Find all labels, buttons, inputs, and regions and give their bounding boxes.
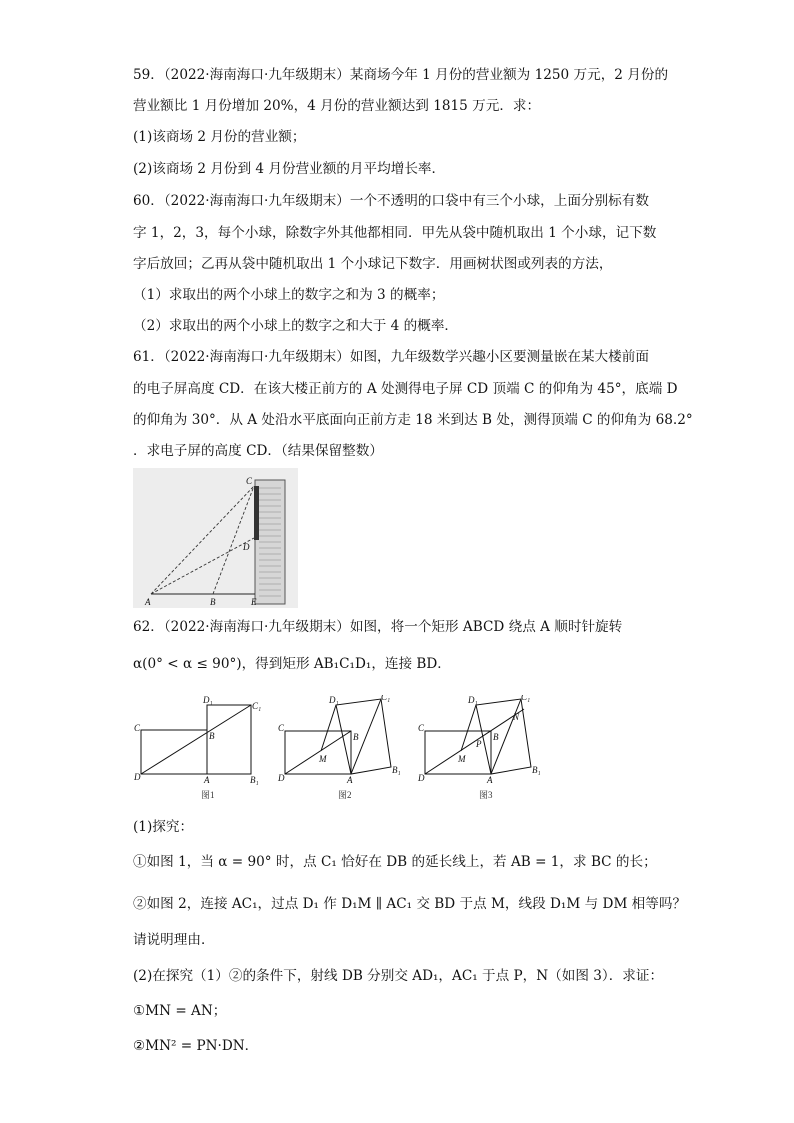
fig3-label-b: B xyxy=(493,732,499,742)
fig3-label-d: D xyxy=(418,773,425,783)
fig2-label-b1: B₁ xyxy=(392,765,401,775)
text-line: ②如图 2，连接 AC₁，过点 D₁ 作 D₁M ∥ AC₁ 交 BD 于点 M，线段 D₁M 与 DM 相等吗？ xyxy=(133,896,687,912)
fig2-label-c: C xyxy=(278,723,285,733)
text-line: 的电子屏高度 CD．在该大楼正前方的 A 处测得电子屏 CD 顶端 C 的仰角为 45°，底端 D xyxy=(133,381,678,397)
text-line: （1）求取出的两个小球上的数字之和为 3 的概率； xyxy=(133,287,445,303)
fig1-label-b1: B₁ xyxy=(250,775,259,785)
text-line: ．求电子屏的高度 CD．（结果保留整数） xyxy=(133,443,383,459)
text-line: 字后放回；乙再从袋中随机取出 1 个小球记下数字．用画树状图或列表的方法， xyxy=(133,256,613,272)
label-e: E xyxy=(251,597,257,607)
label-c: C xyxy=(246,476,253,486)
text-line: 59．（2022·海南海口·九年级期末）某商场今年 1 月份的营业额为 1250 万元，2 月份的 xyxy=(133,67,669,83)
fig2-label-b: B xyxy=(353,732,359,742)
fig2-label-c1: C₁ xyxy=(381,695,391,702)
text-line: ②MN² = PN·DN． xyxy=(133,1038,259,1054)
fig2-label-a: A xyxy=(347,775,353,785)
text-line: ①如图 1，当 α = 90° 时，点 C₁ 恰好在 DB 的延长线上，若 AB = 1，求 BC 的长； xyxy=(133,854,657,870)
label-b: B xyxy=(210,597,216,607)
text-line: (1)该商场 2 月份的营业额； xyxy=(133,129,306,145)
caption-figure-1: 图1 xyxy=(201,790,215,800)
text-line: 请说明理由． xyxy=(133,932,215,948)
text-line: （2）求取出的两个小球上的数字之和大于 4 的概率． xyxy=(133,318,459,334)
fig3-label-b1: B₁ xyxy=(532,765,541,775)
figure-2 xyxy=(285,699,391,774)
text-line: α(0° < α ≤ 90°)，得到矩形 AB₁C₁D₁，连接 BD． xyxy=(133,656,451,672)
text-line: 61．（2022·海南海口·九年级期末）如图，九年级数学兴趣小区要测量嵌在某大楼前面 xyxy=(133,349,649,365)
fig3-label-c1: C₁ xyxy=(521,695,531,702)
text-line: 62．（2022·海南海口·九年级期末）如图，将一个矩形 ABCD 绕点 A 顺时针旋转 xyxy=(133,619,623,635)
fig3-label-c: C xyxy=(418,723,425,733)
fig3-label-m: M xyxy=(458,754,466,764)
fig3-label-d1: D₁ xyxy=(468,695,478,705)
fig3-label-n: N xyxy=(513,712,520,722)
fig1-label-d: D xyxy=(134,772,141,782)
fig3-label-p: P xyxy=(476,739,482,749)
fig1-label-c1: C₁ xyxy=(252,701,262,711)
text-line: 字 1，2，3，每个小球，除数字外其他都相同．甲先从袋中随机取出 1 个小球，记下数 xyxy=(133,225,657,241)
text-line: 的仰角为 30°．从 A 处沿水平底面向正前方走 18 米到达 B 处，测得顶端 C 的仰角为 68.2° xyxy=(133,412,693,428)
fig1-label-b: B xyxy=(209,731,215,741)
electronic-screen xyxy=(254,486,259,540)
figure-3 xyxy=(425,699,531,774)
caption-figure-2: 图2 xyxy=(338,790,352,800)
text-line: ①MN = AN； xyxy=(133,1003,227,1019)
text-line: 60．（2022·海南海口·九年级期末）一个不透明的口袋中有三个小球，上面分别标有数 xyxy=(133,193,649,209)
text-line: (2)在探究（1）②的条件下，射线 DB 分别交 AD₁，AC₁ 于点 P，N（如图 3）．求证： xyxy=(133,968,664,984)
fig3-label-a: A xyxy=(487,775,493,785)
fig1-label-d1: D₁ xyxy=(203,695,213,705)
text-line: (1)探究： xyxy=(133,819,194,835)
figure-62-rectangles xyxy=(133,695,553,805)
label-d: D xyxy=(243,542,250,552)
fig2-label-d1: D₁ xyxy=(329,695,339,705)
figure-61-building-diagram xyxy=(133,468,298,608)
caption-figure-3: 图3 xyxy=(479,790,493,800)
fig1-label-c: C xyxy=(134,723,141,733)
fig1-label-a: A xyxy=(204,775,210,785)
fig2-label-m: M xyxy=(319,754,327,764)
text-line: (2)该商场 2 月份到 4 月份营业额的月平均增长率． xyxy=(133,161,446,177)
text-line: 营业额比 1 月份增加 20%，4 月份的营业额达到 1815 万元．求： xyxy=(133,98,541,114)
fig2-label-d: D xyxy=(278,773,285,783)
figure-1 xyxy=(141,705,251,774)
label-a: A xyxy=(145,597,151,607)
